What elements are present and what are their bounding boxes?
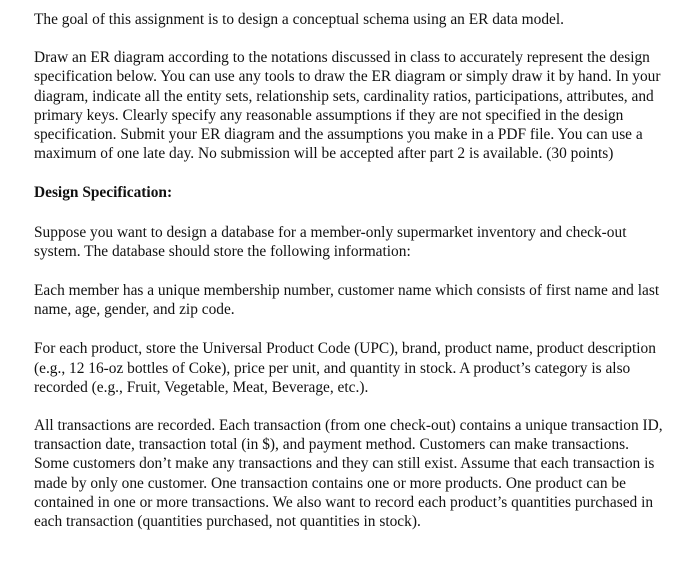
intro-paragraph: The goal of this assignment is to design a conceptual schema using an ER data model. bbox=[34, 11, 564, 28]
suppose-paragraph: Suppose you want to design a database for a member-only supermarket inventory and check-out system. The database should store the following information: bbox=[34, 223, 627, 260]
member-paragraph: Each member has a unique membership number, customer name which consists of first name and last name, age, gender, and zip code. bbox=[34, 282, 660, 319]
transactions-paragraph: All transactions are recorded. Each transaction (from one check-out) contains a unique transaction ID, transaction date, transaction total (in $), and payment method. Customers can make transactions. Some customers don’t make any transactions and they can still exist. Assume that each transaction is made by only one customer. One transaction contains one or more products. One product can be contained in one or more transactions. We also want to record each product’s quantities purchased in each transaction (quantities purchased, not quantities in stock). bbox=[34, 417, 663, 531]
document-page bbox=[34, 10, 664, 531]
task-paragraph: Draw an ER diagram according to the notations discussed in class to accurately represent the design specification below. You can use any tools to draw the ER diagram or simply draw it by hand. In your diagram, indicate all the entity sets, relationship sets, cardinality ratios, participations, attributes, and primary keys. Clearly specify any reasonable assumptions if they are not specified in the design specification. Submit your ER diagram and the assumptions you make in a PDF file. You can use a maximum of one late day. No submission will be accepted after part 2 is available. (30 points) bbox=[34, 49, 661, 163]
product-paragraph: For each product, store the Universal Product Code (UPC), brand, product name, product description (e.g., 12 16-oz bottles of Coke), price per unit, and quantity in stock. A product’s category is also recorded (e.g., Fruit, Vegetable, Meat, Beverage, etc.). bbox=[34, 340, 656, 396]
design-specification-heading: Design Specification: bbox=[34, 184, 173, 202]
